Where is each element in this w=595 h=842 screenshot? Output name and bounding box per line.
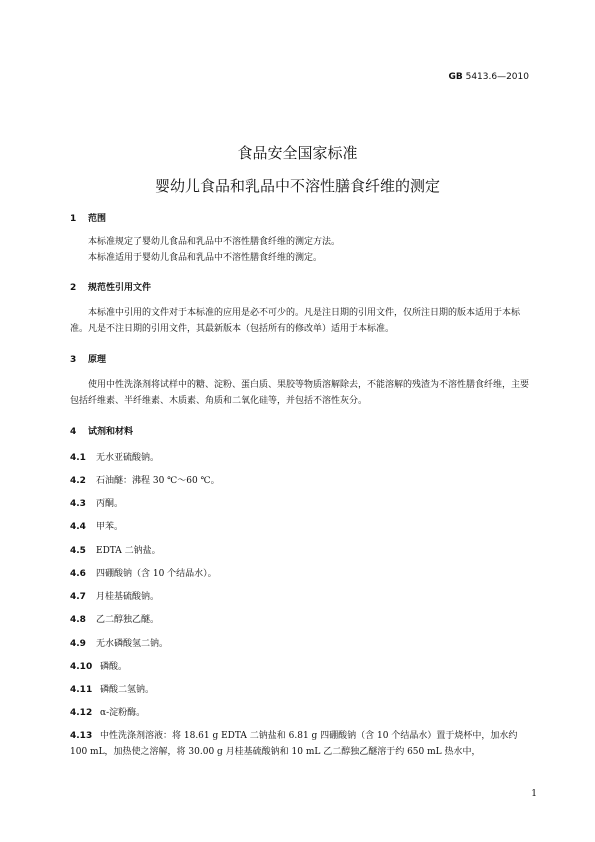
section-title: 原理 — [88, 355, 107, 365]
title-line-2: 婴幼儿食品和乳品中不溶性膳食纤维的测定 — [154, 177, 440, 195]
section-4-heading — [70, 424, 133, 437]
list-item: 4.8 乙二醇独乙醚。 — [70, 615, 160, 625]
list-item: 4.12 α-淀粉酶。 — [70, 708, 146, 718]
title-line-1: 食品安全国家标准 — [237, 144, 358, 162]
scope-paragraph-2: 本标准适用于婴幼儿食品和乳品中不溶性膳食纤维的测定。 — [88, 253, 323, 263]
section-1-heading — [70, 211, 106, 224]
section-2-heading — [70, 280, 151, 293]
section-title: 试剂和材料 — [88, 427, 134, 437]
section-number: 2 — [70, 283, 77, 293]
section-3-heading — [70, 352, 106, 365]
section-number: 1 — [70, 214, 77, 224]
standard-code: 5413.6—2010 — [465, 72, 529, 82]
section-number: 4 — [70, 427, 77, 437]
refs-paragraph: 本标准中引用的文件对于本标准的应用是必不可少的。凡是注日期的引用文件，仅所注日期的版本适用于本标准。凡是不注日期的引用文件，其最新版本（包括所有的修改单）适用于本标准。 — [70, 308, 521, 334]
list-item: 4.7 月桂基硫酸钠。 — [70, 592, 160, 602]
section-title: 规范性引用文件 — [88, 283, 152, 293]
list-item: 4.5 EDTA 二钠盐。 — [70, 546, 161, 556]
list-item: 4.11 磷酸二氢钠。 — [70, 685, 155, 695]
list-item-paragraph: 4.13 中性洗涤剂溶液：将 18.61 g EDTA 二钠盐和 6.81 g 四硼酸钠（含 10 个结晶水）置于烧杯中，加水约 100 mL，加热使之溶解，将 30.00 g 月桂基硫酸钠和 10 mL 乙二醇独乙醚溶于约 650 mL 热水中， — [70, 731, 518, 757]
list-item: 4.4 甲苯。 — [70, 522, 124, 532]
list-item: 4.6 四硼酸钠（含 10 个结晶水）。 — [70, 569, 217, 579]
section-title: 范围 — [88, 214, 107, 224]
page-number: 1 — [531, 789, 537, 799]
list-item: 4.10 磷酸。 — [70, 662, 128, 672]
list-item: 4.2 石油醚：沸程 30 ℃～60 ℃。 — [70, 476, 220, 486]
principle-paragraph: 使用中性洗涤剂将试样中的糖、淀粉、蛋白质、果胶等物质溶解除去，不能溶解的残渣为不溶性膳食纤维，主要包括纤维素、半纤维素、木质素、角质和二氧化硅等，并包括不溶性灰分。 — [70, 380, 530, 406]
list-item: 4.3 丙酮。 — [70, 499, 124, 509]
scope-paragraph-1: 本标准规定了婴幼儿食品和乳品中不溶性膳食纤维的测定方法。 — [88, 237, 341, 247]
standard-prefix: GB — [448, 72, 463, 82]
document-header — [448, 72, 529, 82]
section-number: 3 — [70, 355, 77, 365]
list-item: 4.1 无水亚硫酸钠。 — [70, 453, 160, 463]
list-item: 4.9 无水磷酸氢二钠。 — [70, 639, 169, 649]
